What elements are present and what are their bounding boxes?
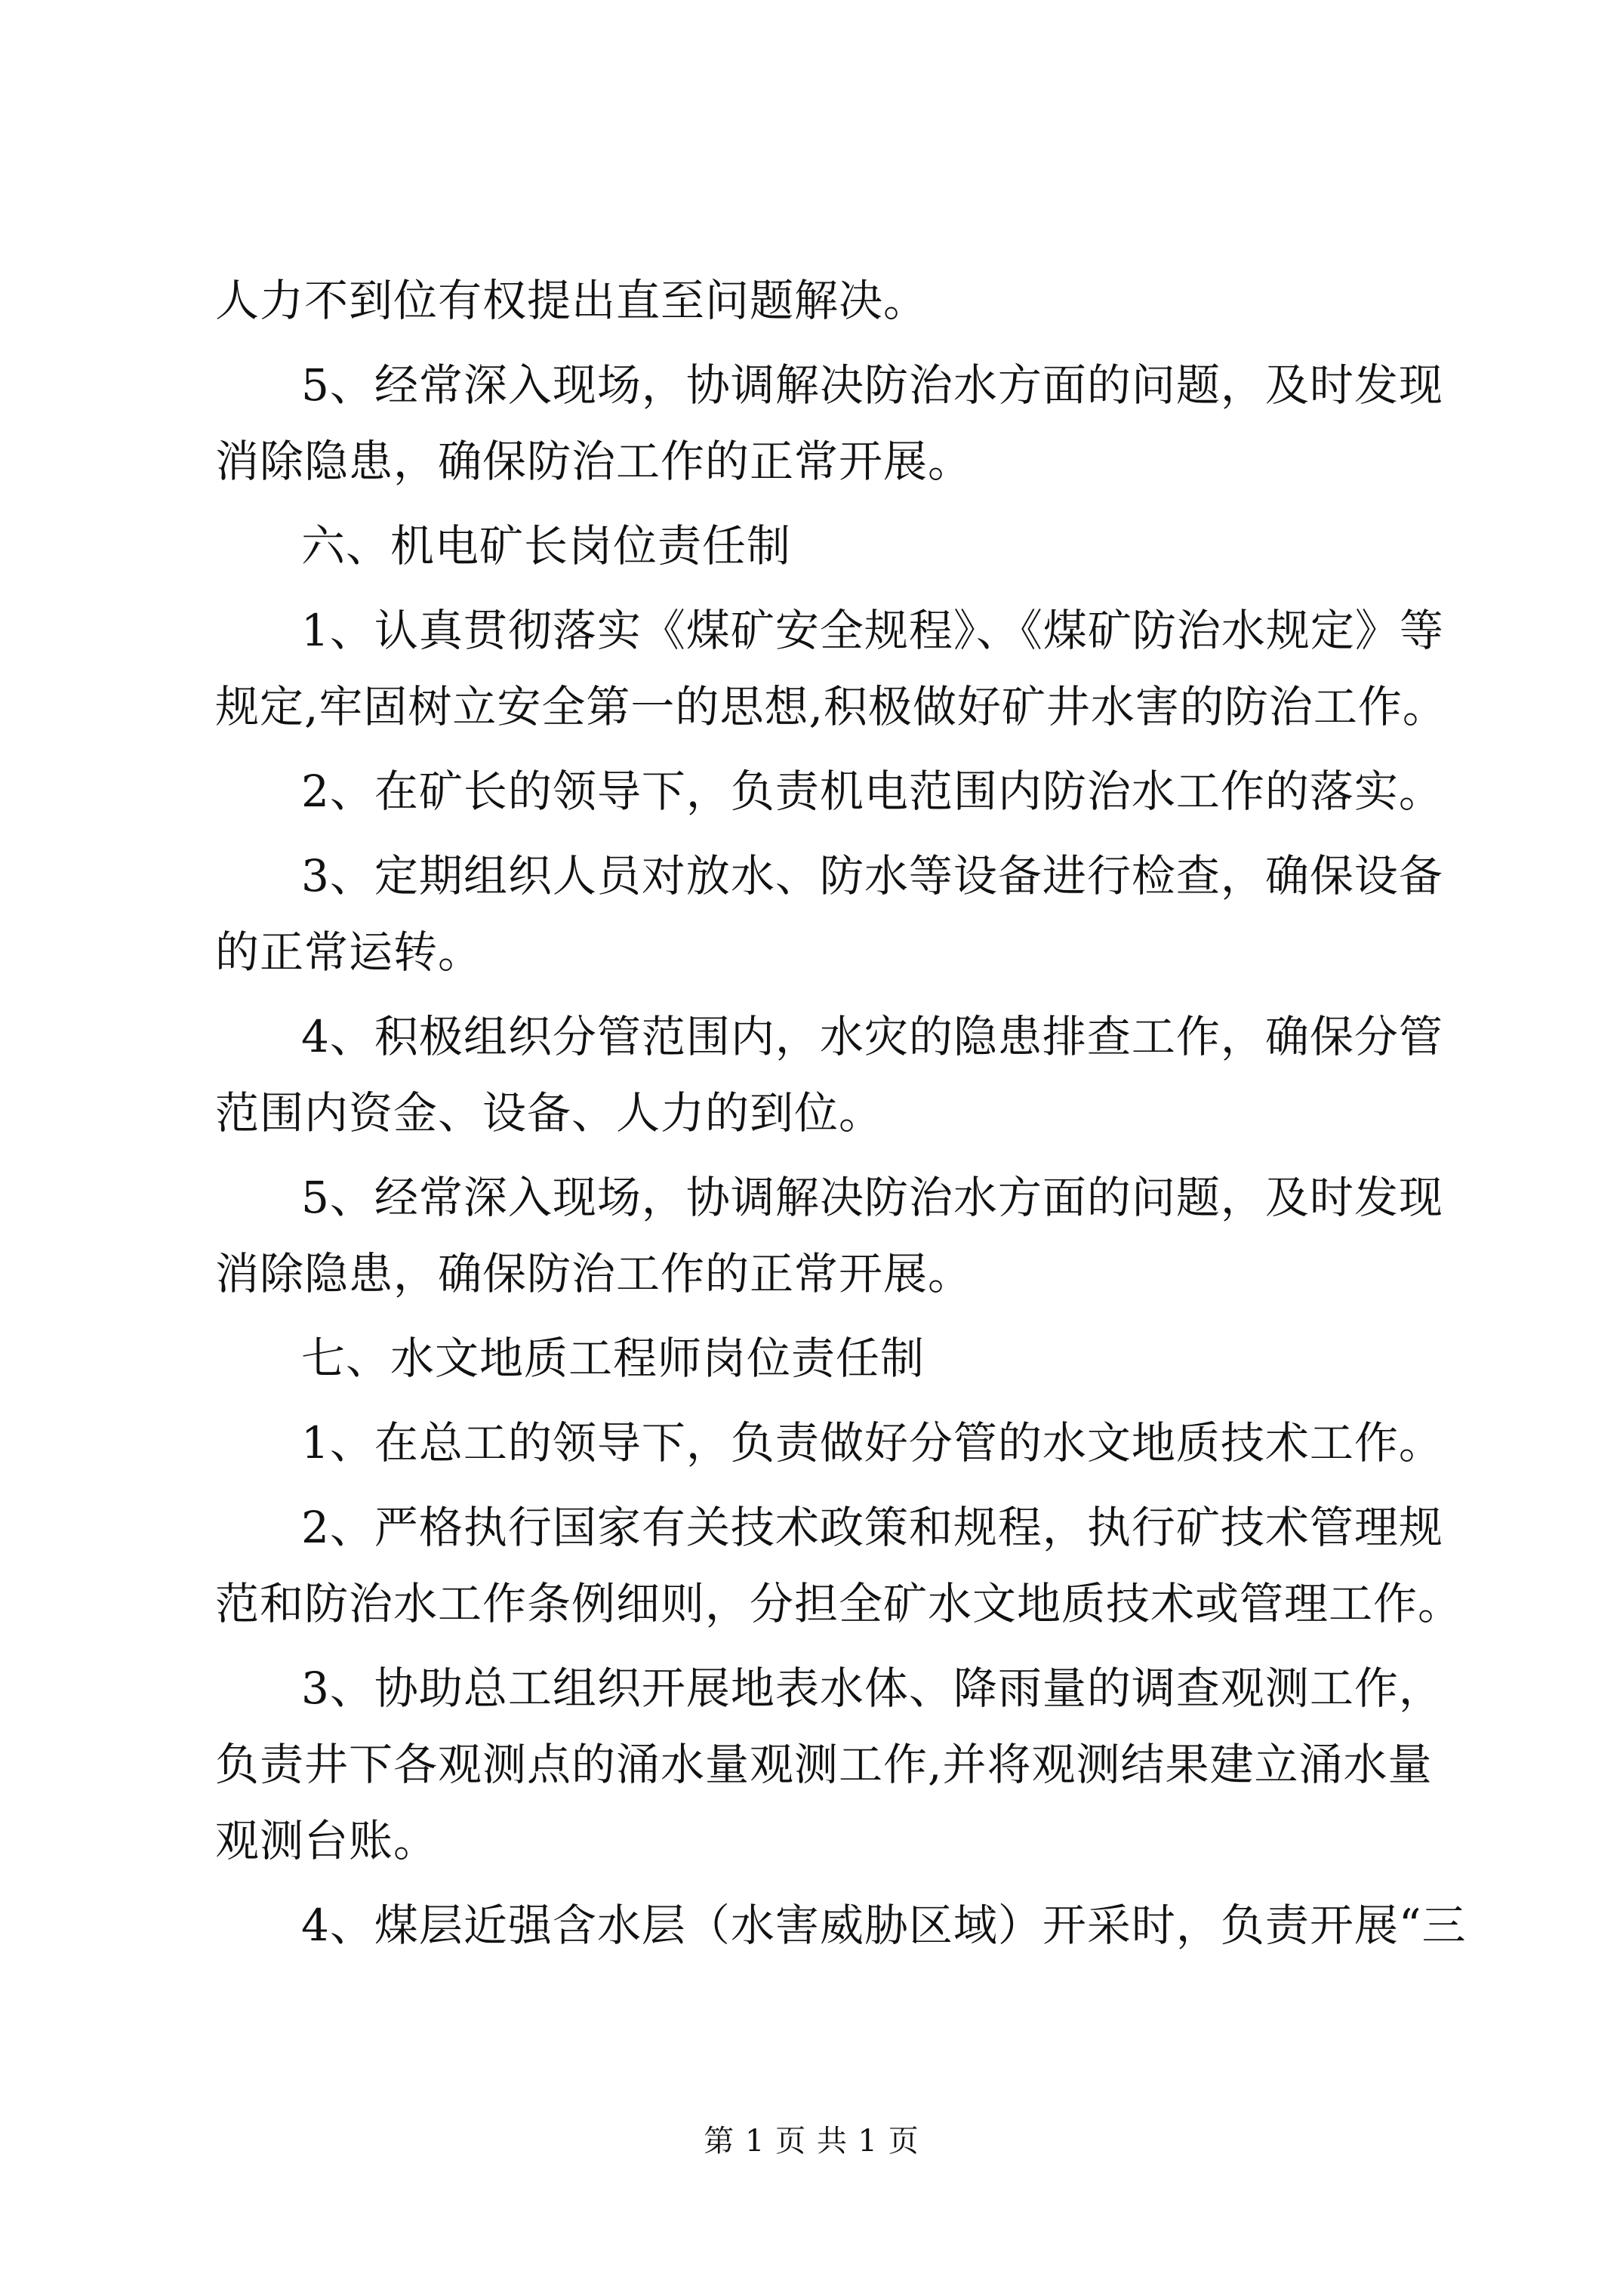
- page-number-label: 第 1 页 共 1 页: [704, 2124, 919, 2159]
- paragraph-item-1: [215, 593, 1447, 745]
- paragraph-item-4b: [215, 1888, 1467, 1964]
- text-line: 3、定期组织人员对放水、防水等设备进行检查，确保设备: [301, 850, 1443, 901]
- text-line: 负责井下各观测点的涌水量观测工作,并将观测结果建立涌水量: [215, 1739, 1433, 1790]
- page-footer: [0, 2119, 1623, 2164]
- text-line: 2、在矿长的领导下，负责机电范围内防治水工作的落实。: [301, 766, 1443, 817]
- text-line: 5、经常深入现场，协调解决防治水方面的问题，及时发现: [301, 359, 1443, 411]
- text-line: 4、积极组织分管范围内，水灾的隐患排查工作，确保分管: [301, 1011, 1443, 1062]
- paragraph-item-2: [215, 754, 1443, 830]
- text-line: 规定,牢固树立安全第一的思想,积极做好矿井水害的防治工作。: [215, 681, 1447, 732]
- text-line: 1、认真贯彻落实《煤矿安全规程》、《煤矿防治水规定》等: [301, 605, 1444, 656]
- text-line: 4、煤层近强含水层（水害威胁区域）开采时，负责开展“三: [301, 1900, 1467, 1951]
- section-heading-text: 六、机电矿长岗位责任制: [301, 520, 792, 572]
- section-heading-seven: [215, 1321, 1423, 1397]
- text-line: 观测台账。: [215, 1815, 439, 1866]
- section-heading-six: [215, 508, 1423, 584]
- paragraph-item-4: [215, 999, 1443, 1151]
- paragraph-item-3: [215, 838, 1443, 991]
- text-line: 范围内资金、设备、人力的到位。: [215, 1087, 884, 1139]
- document-body: [215, 263, 1467, 1972]
- paragraph-item-5: [215, 347, 1443, 500]
- text-line: 范和防治水工作条例细则，分担全矿水文地质技术或管理工作。: [215, 1578, 1463, 1629]
- text-line: 人力不到位有权提出直至问题解决。: [215, 275, 929, 326]
- text-line: 的正常运转。: [215, 926, 483, 978]
- text-line: 3、协助总工组织开展地表水体、降雨量的调查观测工作，: [301, 1663, 1443, 1714]
- paragraph-item-5b: [215, 1160, 1443, 1312]
- paragraph-continued: [215, 263, 1423, 339]
- paragraph-item-3b: [215, 1650, 1443, 1879]
- paragraph-item-1b: [215, 1405, 1443, 1481]
- text-line: 2、严格执行国家有关技术政策和规程，执行矿技术管理规: [301, 1502, 1443, 1553]
- section-heading-text: 七、水文地质工程师岗位责任制: [301, 1333, 925, 1384]
- text-line: 消除隐患，确保防治工作的正常开展。: [215, 436, 973, 487]
- text-line: 1、在总工的领导下，负责做好分管的水文地质技术工作。: [301, 1417, 1443, 1469]
- text-line: 消除隐患，确保防治工作的正常开展。: [215, 1248, 973, 1299]
- text-line: 5、经常深入现场，协调解决防治水方面的问题，及时发现: [301, 1172, 1443, 1223]
- paragraph-item-2b: [215, 1490, 1463, 1642]
